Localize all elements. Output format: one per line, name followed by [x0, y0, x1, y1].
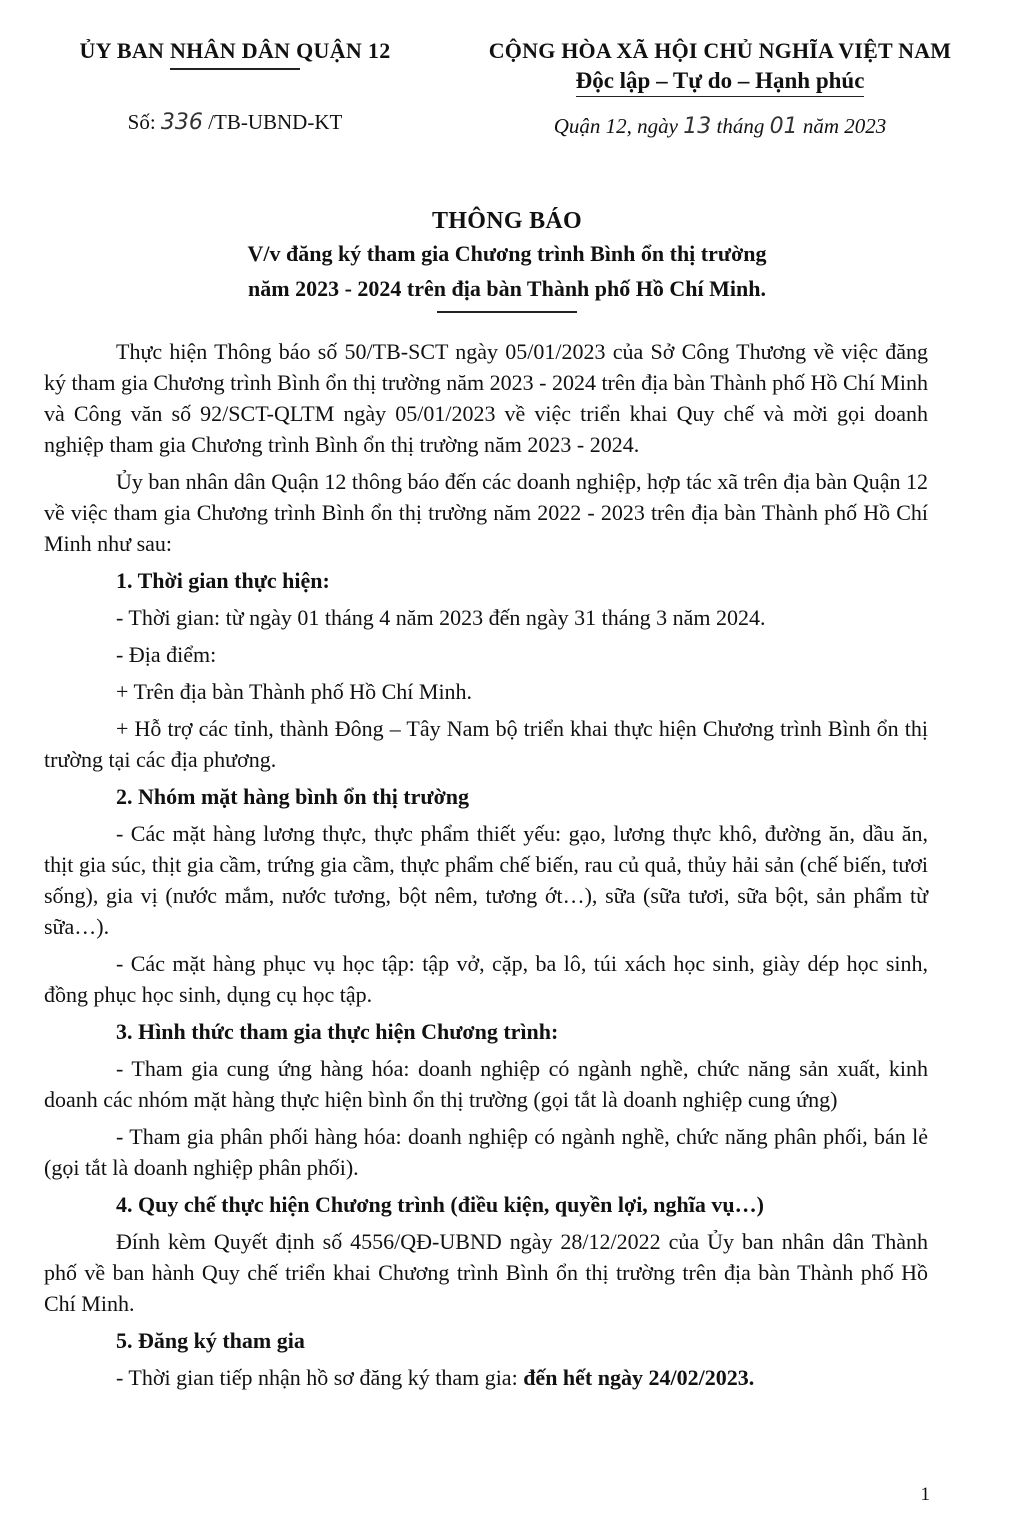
- issuing-agency: [40, 38, 430, 70]
- national-motto: Độc lập – Tự do – Hạnh phúc: [576, 68, 865, 97]
- section-3-supply: - Tham gia cung ứng hàng hóa: doanh nghiệp có ngành nghề, chức năng sản xuất, kinh doanh các nhóm mặt hàng thực hiện bình ổn thị trường (gọi tắt là doanh nghiệp cung ứng): [44, 1056, 928, 1112]
- handwritten-day: 13: [683, 114, 712, 139]
- section-1-place-item-2: + Hỗ trợ các tỉnh, thành Đông – Tây Nam bộ triển khai thực hiện Chương trình Bình ổn thị trường tại các địa phương.: [44, 716, 928, 772]
- section-2-school: - Các mặt hàng phục vụ học tập: tập vở, cặp, ba lô, túi xách học sinh, giày dép học sinh, đồng phục học sinh, dụng cụ học tập.: [44, 951, 928, 1007]
- section-4-text: Đính kèm Quyết định số 4556/QĐ-UBND ngày 28/12/2022 của Ủy ban nhân dân Thành phố về ban hành Quy chế triển khai Chương trình Bình ổn thị trường trên địa bàn Thành phố Hồ Chí Minh.: [44, 1229, 928, 1316]
- section-2-food: - Các mặt hàng lương thực, thực phẩm thiết yếu: gạo, lương thực khô, đường ăn, dầu ăn, thịt gia súc, thịt gia cầm, trứng gia cầm, thực phẩm chế biến, rau củ quả, thủy hải sản (chế biến, tươi sống), gia vị (nước mắm, nước tương, bột nêm, tương ớt…), sữa (sữa tươi, sữa bột, sản phẩm từ sữa…).: [44, 821, 928, 939]
- agency-underline: [170, 68, 300, 70]
- section-3-distribution: - Tham gia phân phối hàng hóa: doanh nghiệp có ngành nghề, chức năng phân phối, bán lẻ (gọi tắt là doanh nghiệp phân phối).: [44, 1124, 928, 1180]
- section-1-place-item-1: + Trên địa bàn Thành phố Hồ Chí Minh.: [116, 679, 473, 704]
- paragraph-announcement: Ủy ban nhân dân Quận 12 thông báo đến các doanh nghiệp, hợp tác xã trên địa bàn Quận 12 về việc tham gia Chương trình Bình ổn thị trường năm 2022 - 2023 trên địa bàn Thành phố Hồ Chí Minh như sau:: [44, 469, 928, 556]
- document-body: [44, 336, 928, 1399]
- deadline-date: đến hết ngày 24/02/2023.: [523, 1365, 755, 1390]
- document-number: Số: 336 /TB-UBND-KT: [127, 110, 343, 135]
- section-heading-4: 4. Quy chế thực hiện Chương trình (điều kiện, quyền lợi, nghĩa vụ…): [116, 1192, 764, 1217]
- agency-name: ỦY BAN NHÂN DÂN QUẬN 12: [79, 38, 391, 63]
- title-main: THÔNG BÁO: [431, 208, 583, 234]
- section-1-time: - Thời gian: từ ngày 01 tháng 4 năm 2023 đến ngày 31 tháng 3 năm 2024.: [116, 605, 766, 630]
- section-1-place: - Địa điểm:: [116, 642, 217, 667]
- document-title: [0, 208, 1014, 313]
- section-heading-1: 1. Thời gian thực hiện:: [116, 568, 330, 593]
- section-heading-2: 2. Nhóm mặt hàng bình ổn thị trường: [116, 784, 470, 809]
- document-date: Quận 12, ngày 13 tháng 01 năm 2023: [553, 114, 887, 139]
- title-underline: [437, 311, 577, 313]
- handwritten-number: 336: [160, 110, 203, 135]
- section-5-deadline: - Thời gian tiếp nhận hồ sơ đăng ký tham gia: đến hết ngày 24/02/2023.: [116, 1365, 755, 1390]
- handwritten-month: 01: [769, 114, 798, 139]
- national-header: [440, 38, 1000, 97]
- paragraph-intro: Thực hiện Thông báo số 50/TB-SCT ngày 05/01/2023 của Sở Công Thương về việc đăng ký tham gia Chương trình Bình ổn thị trường năm 2023 - 2024 trên địa bàn Thành phố Hồ Chí Minh và Công văn số 92/SCT-QLTM ngày 05/01/2023 về việc triển khai Quy chế và mời gọi doanh nghiệp tham gia Chương trình Bình ổn thị trường năm 2023 - 2024.: [44, 339, 928, 457]
- nation-name: CỘNG HÒA XÃ HỘI CHỦ NGHĨA VIỆT NAM: [488, 38, 952, 63]
- title-subject-line-1: V/v đăng ký tham gia Chương trình Bình ổn thị trường: [247, 241, 767, 266]
- section-heading-5: 5. Đăng ký tham gia: [116, 1328, 305, 1353]
- title-subject-line-2: năm 2023 - 2024 trên địa bàn Thành phố Hồ Chí Minh.: [248, 276, 766, 301]
- page-number: 1: [920, 1484, 930, 1505]
- section-heading-3: 3. Hình thức tham gia thực hiện Chương trình:: [116, 1019, 559, 1044]
